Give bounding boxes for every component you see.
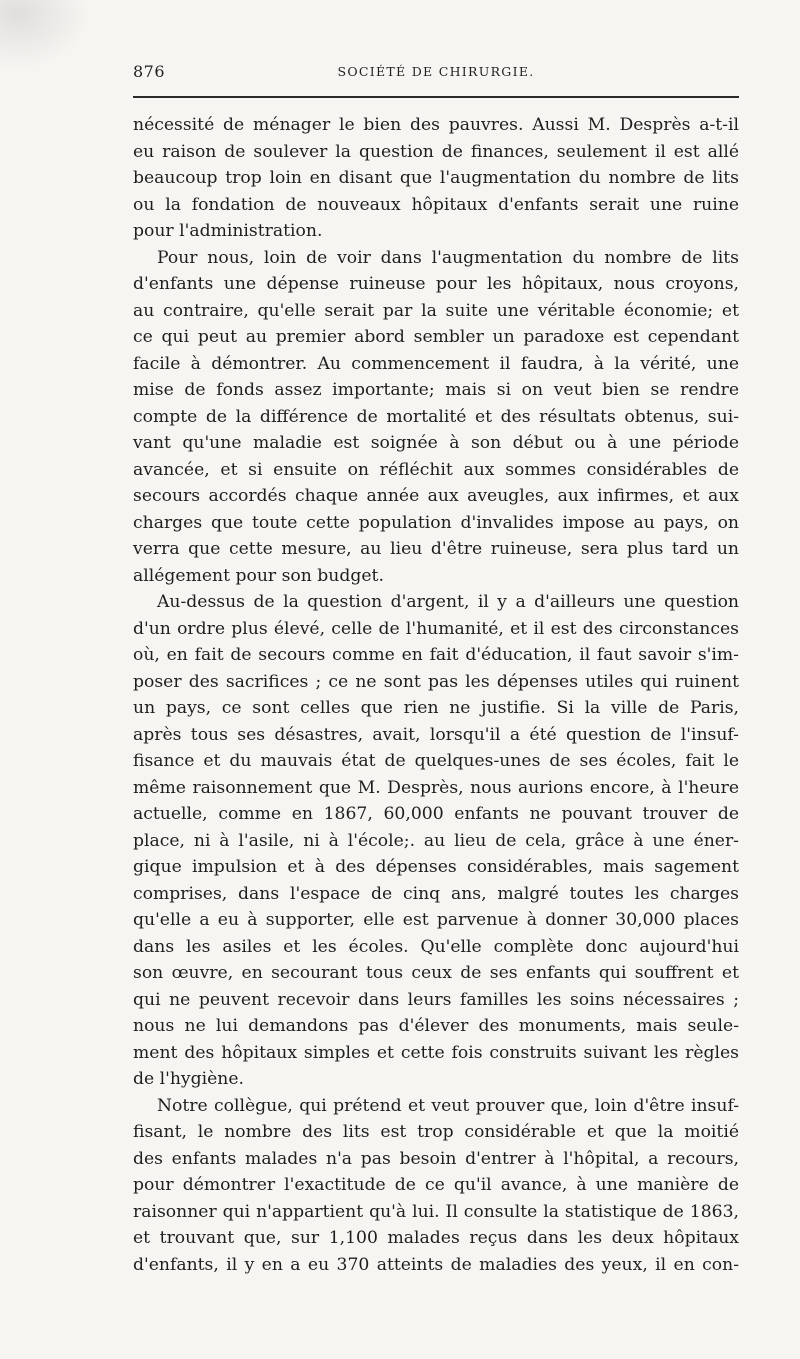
- text-line: verra que cette mesure, au lieu d'être ruineuse, sera plus tard un: [133, 539, 739, 559]
- text-line: ment des hôpitaux simples et cette fois construits suivant les règles: [133, 1042, 739, 1063]
- text-line: et trouvant que, sur 1,100 malades reçus dans les deux hôpitaux: [133, 1228, 739, 1248]
- text-line: des enfants malades n'a pas besoin d'entrer à l'hôpital, a recours,: [133, 1148, 739, 1169]
- text-line: qui ne peuvent recevoir dans leurs familles les soins nécessaires ;: [133, 989, 739, 1010]
- text-line: comprises, dans l'espace de cinq ans, malgré toutes les charges: [133, 883, 739, 904]
- text-line: fisance et du mauvais état de quelques-unes de ses écoles, fait le: [133, 751, 739, 771]
- paragraph-start-line: Pour nous, loin de voir dans l'augmentation du nombre de lits: [157, 247, 739, 268]
- text-line: pour démontrer l'exactitude de ce qu'il avance, à une manière de: [133, 1175, 739, 1195]
- text-line: au contraire, qu'elle serait par la suite une véritable économie; et: [133, 300, 739, 321]
- text-line: mise de fonds assez importante; mais si on veut bien se rendre: [133, 380, 739, 400]
- paragraph-end-line: pour l'administration.: [133, 221, 323, 241]
- text-line: d'enfants, il y en a eu 370 atteints de maladies des yeux, il en con-: [133, 1254, 739, 1275]
- running-title: SOCIÉTÉ DE CHIRURGIE.: [337, 64, 535, 79]
- text-line: ce qui peut au premier abord sembler un paradoxe est cependant: [133, 327, 739, 347]
- paragraph-end-line: allégement pour son budget.: [133, 565, 384, 586]
- text-line: avancée, et si ensuite on réfléchit aux sommes considérables de: [133, 459, 739, 480]
- text-line: facile à démontrer. Au commencement il faudra, à la vérité, une: [133, 353, 739, 374]
- page-header: [133, 62, 739, 86]
- paragraph-start-line: Notre collègue, qui prétend et veut prouver que, loin d'être insuf-: [157, 1095, 739, 1116]
- text-line: actuelle, comme en 1867, 60,000 enfants ne pouvant trouver de: [133, 804, 739, 824]
- paragraph-start-line: Au-dessus de la question d'argent, il y a d'ailleurs une question: [157, 592, 739, 612]
- text-line: nécessité de ménager le bien des pauvres. Aussi M. Desprès a-t-il: [133, 115, 739, 135]
- text-line: dans les asiles et les écoles. Qu'elle complète donc aujourd'hui: [133, 936, 739, 957]
- text-line: beaucoup trop loin en disant que l'augmentation du nombre de lits: [133, 168, 739, 188]
- text-line: poser des sacrifices ; ce ne sont pas les dépenses utiles qui ruinent: [133, 671, 739, 692]
- text-line: place, ni à l'asile, ni à l'école;. au lieu de cela, grâce à une éner-: [133, 830, 739, 851]
- text-line: même raisonnement que M. Desprès, nous aurions encore, à l'heure: [133, 777, 739, 798]
- text-line: son œuvre, en secourant tous ceux de ses enfants qui souffrent et: [133, 963, 739, 983]
- text-line: secours accordés chaque année aux aveugles, aux infirmes, et aux: [133, 486, 739, 506]
- text-line: d'un ordre plus élevé, celle de l'humanité, et il est des circonstances: [133, 618, 739, 639]
- text-line: qu'elle a eu à supporter, elle est parvenue à donner 30,000 places: [133, 910, 739, 930]
- text-line: un pays, ce sont celles que rien ne justifie. Si la ville de Paris,: [133, 698, 739, 718]
- text-line: ou la fondation de nouveaux hôpitaux d'enfants serait une ruine: [133, 194, 739, 215]
- text-line: après tous ses désastres, avait, lorsqu'il a été question de l'insuf-: [133, 724, 739, 745]
- header-rule: [133, 96, 739, 98]
- body-text: [133, 112, 739, 1278]
- paragraph-end-line: de l'hygiène.: [133, 1069, 245, 1089]
- text-line: nous ne lui demandons pas d'élever des monuments, mais seule-: [133, 1016, 739, 1036]
- text-line: fisant, le nombre des lits est trop considérable et que la moitié: [133, 1122, 739, 1142]
- text-line: où, en fait de secours comme en fait d'éducation, il faut savoir s'im-: [133, 645, 739, 665]
- text-line: gique impulsion et à des dépenses considérables, mais sagement: [133, 857, 739, 877]
- text-line: eu raison de soulever la question de finances, seulement il est allé: [133, 141, 739, 162]
- text-line: compte de la différence de mortalité et des résultats obtenus, sui-: [133, 406, 739, 427]
- text-line: d'enfants une dépense ruineuse pour les hôpitaux, nous croyons,: [133, 274, 739, 294]
- text-line: vant qu'une maladie est soignée à son début ou à une période: [133, 433, 739, 453]
- text-line: raisonner qui n'appartient qu'à lui. Il consulte la statistique de 1863,: [133, 1201, 739, 1222]
- paper-smudge: [0, 0, 90, 70]
- text-line: charges que toute cette population d'invalides impose au pays, on: [133, 512, 739, 533]
- page-number: 876: [133, 62, 166, 81]
